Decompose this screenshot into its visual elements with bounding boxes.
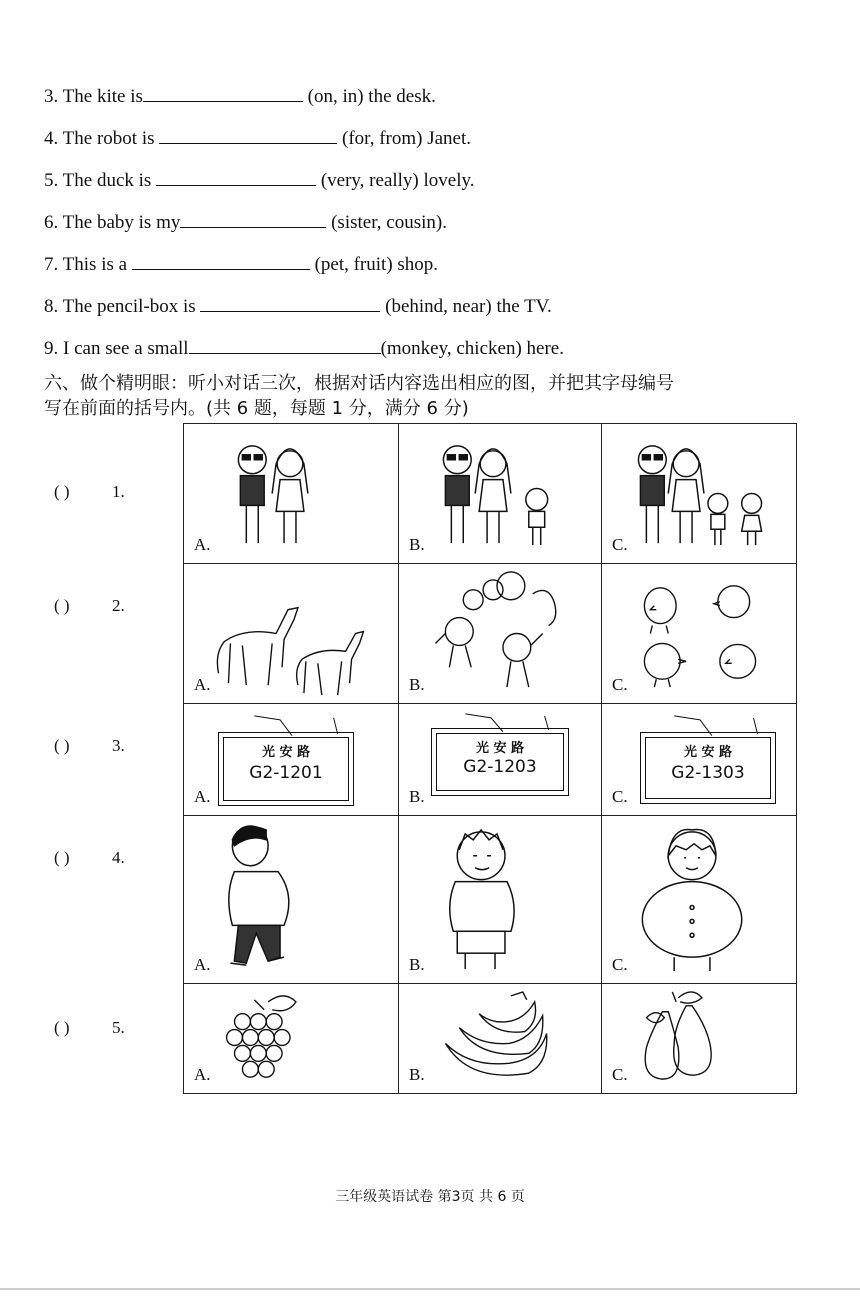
section-6-title (44, 371, 824, 421)
question-text: The duck is (62, 170, 152, 191)
question-number: 6. (44, 212, 59, 233)
option-cell (399, 704, 602, 816)
question-text: The kite is (62, 86, 143, 107)
answer-parentheses[interactable]: ( ) (54, 848, 70, 867)
picture-row-3 (184, 704, 797, 816)
question-number: 5. (44, 170, 59, 191)
question-choices: (behind, near) the TV. (385, 296, 552, 317)
question-number: 1. (112, 482, 125, 501)
question-number: 9. (44, 338, 59, 359)
picture-question-2 (54, 596, 125, 616)
question-9 (44, 336, 564, 360)
question-7 (44, 252, 438, 276)
question-choices: (very, really) lovely. (320, 170, 475, 191)
answer-blank[interactable] (159, 126, 337, 144)
family-with-two-children-illustration (602, 424, 796, 563)
question-number: 8. (44, 296, 59, 317)
question-4 (44, 126, 471, 150)
grapes-illustration (184, 984, 398, 1093)
bananas-illustration (399, 984, 601, 1093)
option-label-c: C. (612, 955, 628, 974)
option-cell (602, 816, 797, 984)
section-title-line-2: 写在前面的括号内。(共 6 题，每题 1 分，满分 6 分) (44, 398, 469, 419)
option-cell (184, 424, 399, 564)
option-cell (399, 424, 602, 564)
answer-blank[interactable] (132, 252, 310, 270)
picture-row-1 (184, 424, 797, 564)
option-label-b: B. (409, 675, 425, 694)
road-code-b: G2-1203 (463, 757, 537, 777)
answer-blank[interactable] (189, 336, 381, 354)
sign-bracket-icon (399, 704, 601, 815)
answer-parentheses[interactable]: ( ) (54, 736, 70, 755)
question-choices: (sister, cousin). (331, 212, 447, 233)
picture-row-2 (184, 564, 797, 704)
question-8 (44, 294, 552, 318)
answer-blank[interactable] (200, 294, 380, 312)
option-label-b: B. (409, 535, 425, 554)
walking-man-illustration (184, 816, 398, 983)
option-label-b: B. (409, 1065, 425, 1084)
question-number: 4. (112, 848, 125, 867)
picture-question-4 (54, 848, 125, 868)
picture-question-3 (54, 736, 125, 756)
road-code-c: G2-1303 (671, 763, 745, 783)
option-label-a: A. (194, 787, 211, 806)
option-cell (602, 704, 797, 816)
picture-grid (183, 423, 797, 1094)
option-label-c: C. (612, 535, 628, 554)
question-text: The pencil-box is (62, 296, 196, 317)
picture-question-1 (54, 482, 125, 502)
road-name: 光 安 路 (261, 745, 311, 760)
option-label-c: C. (612, 787, 628, 806)
question-text: This is a (62, 254, 128, 275)
picture-row-4 (184, 816, 797, 984)
answer-parentheses[interactable]: ( ) (54, 596, 70, 615)
answer-blank[interactable] (143, 84, 303, 102)
page-edge-divider (0, 1288, 860, 1290)
answer-parentheses[interactable]: ( ) (54, 482, 70, 501)
question-6 (44, 210, 447, 234)
road-name: 光 安 路 (683, 745, 733, 760)
question-3 (44, 84, 436, 108)
sign-bracket-icon (184, 704, 398, 815)
option-cell (602, 984, 797, 1094)
couple-with-child-illustration (399, 424, 601, 563)
road-code-a: G2-1201 (249, 763, 323, 783)
option-label-a: A. (194, 535, 211, 554)
question-number: 7. (44, 254, 59, 275)
page-footer: 三年级英语试卷 第3页 共 6 页 (335, 1189, 525, 1205)
monkeys-illustration (399, 564, 601, 703)
option-label-a: A. (194, 955, 211, 974)
question-5 (44, 168, 475, 192)
option-cell (184, 564, 399, 704)
option-cell (602, 424, 797, 564)
option-cell (184, 704, 399, 816)
question-number: 2. (112, 596, 125, 615)
chubby-boy-illustration (399, 816, 601, 983)
question-number: 4. (44, 128, 59, 149)
answer-blank[interactable] (156, 168, 316, 186)
option-cell (184, 816, 399, 984)
option-label-c: C. (612, 675, 628, 694)
question-choices: (monkey, chicken) here. (380, 338, 564, 359)
couple-illustration (184, 424, 398, 563)
picture-row-5 (184, 984, 797, 1094)
option-label-b: B. (409, 955, 425, 974)
chicks-illustration (602, 564, 796, 703)
option-cell (602, 564, 797, 704)
road-name: 光 安 路 (475, 741, 525, 756)
horses-illustration (184, 564, 398, 703)
answer-blank[interactable] (180, 210, 326, 228)
option-label-b: B. (409, 787, 425, 806)
option-label-a: A. (194, 1065, 211, 1084)
question-choices: (on, in) the desk. (307, 86, 436, 107)
option-cell (399, 564, 602, 704)
question-text: The baby is my (62, 212, 181, 233)
option-label-a: A. (194, 675, 211, 694)
section-title-line-1: 六、做个精明眼：听小对话三次，根据对话内容选出相应的图，并把其字母编号 (44, 373, 674, 394)
chubby-girl-illustration (602, 816, 796, 983)
question-number: 3. (112, 736, 125, 755)
question-text: I can see a small (63, 338, 189, 359)
option-cell (399, 816, 602, 984)
option-label-c: C. (612, 1065, 628, 1084)
answer-parentheses[interactable]: ( ) (54, 1018, 70, 1037)
pears-illustration (602, 984, 796, 1093)
question-text: The robot is (62, 128, 155, 149)
option-cell (184, 984, 399, 1094)
picture-question-5 (54, 1018, 125, 1038)
option-cell (399, 984, 602, 1094)
sign-bracket-icon (602, 704, 796, 815)
question-choices: (pet, fruit) shop. (314, 254, 439, 275)
question-number: 3. (44, 86, 59, 107)
question-choices: (for, from) Janet. (342, 128, 472, 149)
question-number: 5. (112, 1018, 125, 1037)
